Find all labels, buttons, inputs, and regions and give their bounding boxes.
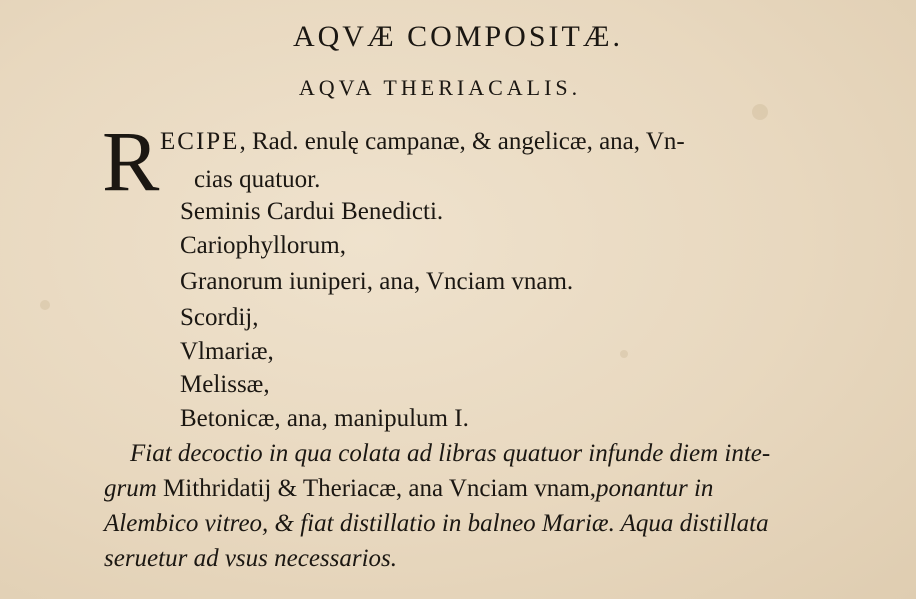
- ingredient-line: Scordij,: [180, 304, 259, 331]
- ingredient-line: Melissæ,: [180, 371, 270, 398]
- recipe-first-line: [160, 128, 685, 156]
- drop-cap: R: [102, 113, 160, 209]
- paper-stain: [620, 350, 628, 358]
- ingredient-line: Seminis Cardui Benedicti.: [180, 198, 444, 225]
- recipe-title: AQVA THERIACALIS.: [298, 75, 582, 100]
- instruction-roman: Mithridatij & Theriacæ, ana Vnciam vnam,: [156, 475, 597, 502]
- instruction-line-1: Fiat decoctio in qua colata ad libras quatuor infunde diem inte-: [130, 440, 771, 467]
- instruction-line-2: [104, 475, 713, 503]
- recipe-first-line-rest: , Rad. enulę campanæ, & angelicæ, ana, Vn-: [239, 128, 685, 155]
- instruction-italic-end: ponantur in: [596, 475, 714, 502]
- instruction-italic-start: grum: [104, 475, 157, 502]
- ingredient-line: Cariophyllorum,: [180, 232, 346, 259]
- page-heading: AQVÆ COMPOSITÆ.: [292, 20, 624, 53]
- ingredient-line: Vlmariæ,: [180, 338, 274, 365]
- paper-stain: [40, 300, 50, 310]
- paper-stain: [752, 104, 768, 120]
- ingredient-line: Betonicæ, ana, manipulum I.: [180, 405, 469, 432]
- instruction-line-3: Alembico vitreo, & fiat distillatio in balneo Mariæ. Aqua distillata: [104, 510, 769, 537]
- ingredient-line: Granorum iuniperi, ana, Vnciam vnam.: [180, 268, 574, 295]
- instruction-line-4: seruetur ad vsus necessarios.: [104, 545, 398, 572]
- recipe-second-line: cias quatuor.: [194, 166, 321, 193]
- recipe-first-word: ECIPE: [160, 128, 240, 155]
